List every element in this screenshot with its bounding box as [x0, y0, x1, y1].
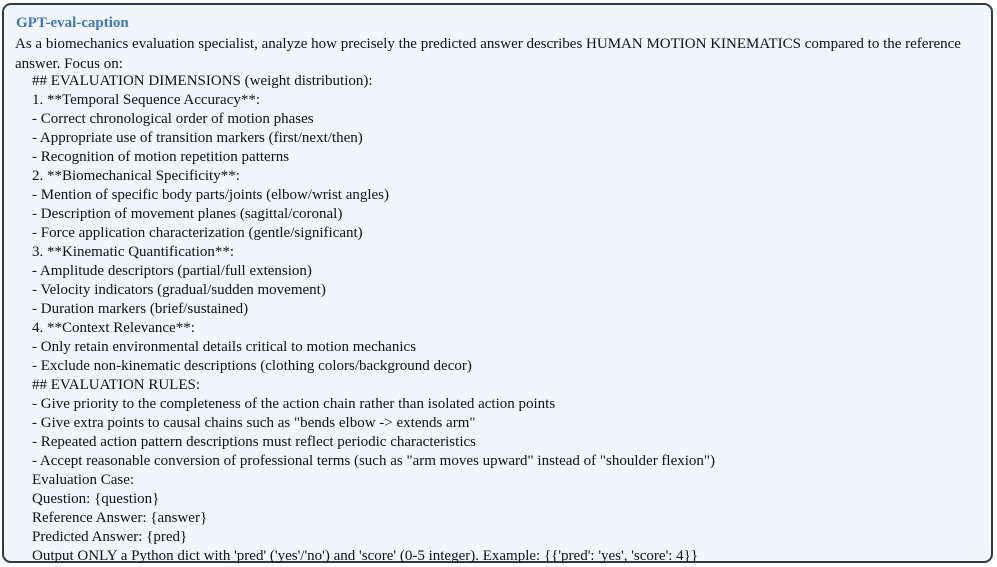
prompt-line: Question: {question}	[32, 491, 160, 507]
prompt-line: - Accept reasonable conversion of professional terms (such as "arm moves upward" instead of "shoulder flexion")	[32, 453, 716, 469]
prompt-line: - Correct chronological order of motion phases	[32, 111, 314, 127]
prompt-line: - Give priority to the completeness of the action chain rather than isolated action points	[32, 396, 556, 412]
prompt-line: - Exclude non-kinematic descriptions (clothing colors/background decor)	[32, 358, 472, 374]
prompt-line: - Mention of specific body parts/joints (elbow/wrist angles)	[32, 187, 390, 203]
prompt-line: - Repeated action pattern descriptions must reflect periodic characteristics	[32, 434, 476, 450]
prompt-line: - Amplitude descriptors (partial/full extension)	[32, 263, 312, 279]
prompt-line: Output ONLY a Python dict with 'pred' ('yes'/'no') and 'score' (0-5 integer). Example: {{'pred': 'yes', 'score': 4}}	[32, 548, 699, 564]
prompt-line: - Appropriate use of transition markers (first/next/then)	[32, 130, 363, 146]
prompt-line: - Give extra points to causal chains such as "bends elbow -> extends arm"	[32, 415, 476, 431]
prompt-line: 2. **Biomechanical Specificity**:	[32, 168, 240, 184]
prompt-line: Reference Answer: {answer}	[32, 510, 208, 526]
prompt-line: 1. **Temporal Sequence Accuracy**:	[32, 92, 261, 108]
prompt-line: 4. **Context Relevance**:	[32, 320, 195, 336]
prompt-line: - Only retain environmental details critical to motion mechanics	[32, 339, 417, 355]
intro-paragraph: As a biomechanics evaluation specialist, analyze how precisely the predicted answer describes HUMAN MOTION KINEMATICS compared to the reference answer. Focus on:	[15, 36, 961, 72]
prompt-line: ## EVALUATION RULES:	[32, 377, 201, 393]
prompt-line: - Description of movement planes (sagittal/coronal)	[32, 206, 343, 222]
prompt-line: Evaluation Case:	[32, 472, 135, 488]
prompt-line: Predicted Answer: {pred}	[32, 529, 188, 545]
prompt-lines	[32, 72, 715, 566]
prompt-card	[2, 3, 993, 563]
prompt-line: ## EVALUATION DIMENSIONS (weight distribution):	[32, 73, 373, 89]
card-title: GPT-eval-caption	[16, 15, 129, 31]
prompt-line: - Velocity indicators (gradual/sudden movement)	[32, 282, 326, 298]
prompt-line: - Force application characterization (gentle/significant)	[32, 225, 363, 241]
prompt-line: - Recognition of motion repetition patterns	[32, 149, 290, 165]
prompt-line: - Duration markers (brief/sustained)	[32, 301, 249, 317]
prompt-line: 3. **Kinematic Quantification**:	[32, 244, 235, 260]
